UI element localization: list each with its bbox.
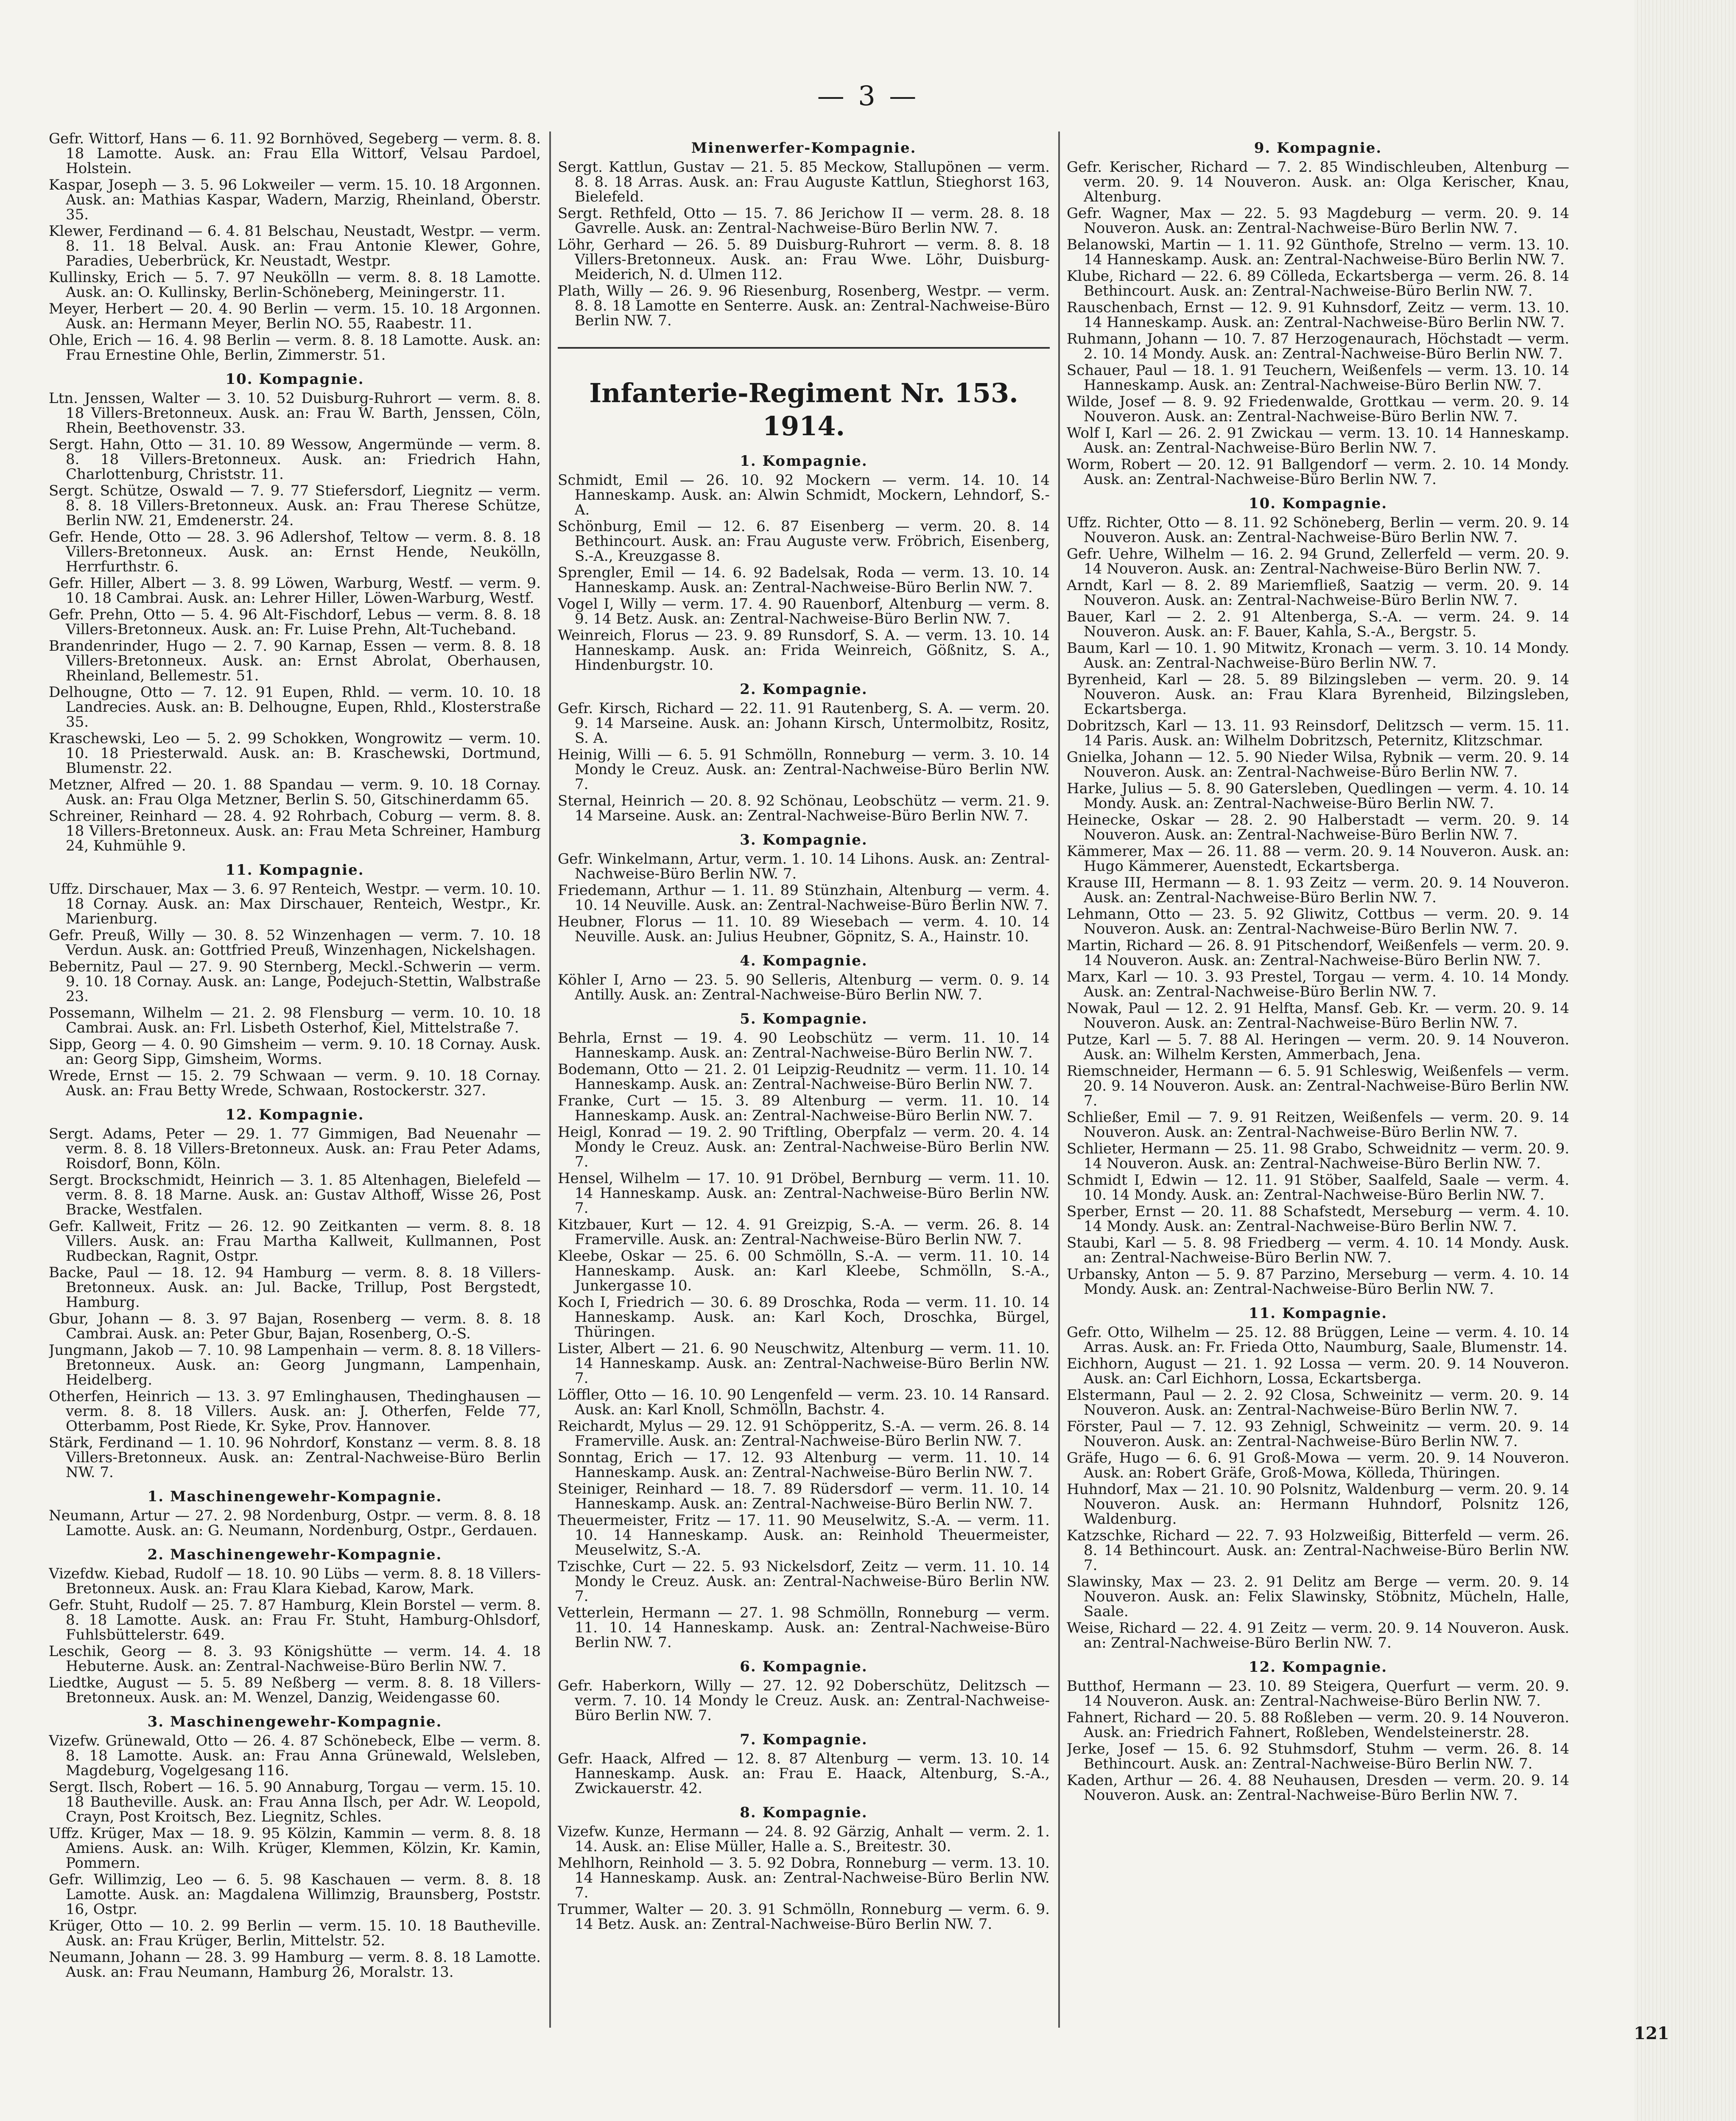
list-entry: Koch I, Friedrich — 30. 6. 89 Droschka, Roda — verm. 11. 10. 14 Hanneskamp. Ausk. an: Karl Koch, Droschka, Bürgel, Thüringen. bbox=[558, 1294, 1050, 1340]
list-entry: Rauschenbach, Ernst — 12. 9. 91 Kuhnsdorf, Zeitz — verm. 13. 10. 14 Hanneskamp. Ausk. an: Zentral-Nachweise-Büro Berlin NW. 7. bbox=[1067, 299, 1569, 331]
list-entry: Neumann, Artur — 27. 2. 98 Nordenburg, Ostpr. — verm. 8. 8. 18 Lamotte. Ausk. an: G. Neumann, Nordenburg, Ostpr., Gerdauen. bbox=[49, 1507, 541, 1539]
list-entry: Gefr. Uehre, Wilhelm — 16. 2. 94 Grund, Zellerfeld — verm. 20. 9. 14 Nouveron. Ausk. an: Zentral-Nachweise-Büro Berlin NW. 7. bbox=[1067, 546, 1569, 577]
list-entry: Delhougne, Otto — 7. 12. 91 Eupen, Rhld. — verm. 10. 10. 18 Landrecies. Ausk. an: B. Delhougne, Eupen, Rhld., Klosterstraße 35. bbox=[49, 684, 541, 730]
list-entry: Bebernitz, Paul — 27. 9. 90 Sternberg, Meckl.-Schwerin — verm. 9. 10. 18 Cornay. Ausk. an: Lange, Podejuch-Stettin, Walbstraße 23. bbox=[49, 958, 541, 1005]
list-entry: Löffler, Otto — 16. 10. 90 Lengenfeld — verm. 23. 10. 14 Ransard. Ausk. an: Karl Knoll, Schmölln, Bachstr. 4. bbox=[558, 1386, 1050, 1418]
list-entry: Ruhmann, Johann — 10. 7. 87 Herzogenaurach, Höchstadt — verm. 2. 10. 14 Mondy. Ausk. an: Zentral-Nachweise-Büro Berlin NW. 7. bbox=[1067, 330, 1569, 362]
list-entry: Vizefdw. Kiebad, Rudolf — 18. 10. 90 Lübs — verm. 8. 8. 18 Villers-Bretonneux. Ausk. an: Frau Klara Kiebad, Karow, Mark. bbox=[49, 1565, 541, 1597]
list-entry: Harke, Julius — 5. 8. 90 Gatersleben, Quedlingen — verm. 4. 10. 14 Mondy. Ausk. an: Zentral-Nachweise-Büro Berlin NW. 7. bbox=[1067, 780, 1569, 812]
company-heading: 9. Kompagnie. bbox=[1254, 140, 1382, 157]
list-entry: Arndt, Karl — 8. 2. 89 Mariemfließ, Saatzig — verm. 20. 9. 14 Nouveron. Ausk. an: Zentral-Nachweise-Büro Berlin NW. 7. bbox=[1067, 577, 1569, 609]
list-entry: Weise, Richard — 22. 4. 91 Zeitz — verm. 20. 9. 14 Nouveron. Ausk. an: Zentral-Nachweise-Büro Berlin NW. 7. bbox=[1067, 1620, 1569, 1651]
list-entry: Trummer, Walter — 20. 3. 91 Schmölln, Ronneburg — verm. 6. 9. 14 Betz. Ausk. an: Zentral-Nachweise-Büro Berlin NW. 7. bbox=[558, 1901, 1050, 1933]
list-entry: Heinig, Willi — 6. 5. 91 Schmölln, Ronneburg — verm. 3. 10. 14 Mondy le Creuz. Ausk. an: Zentral-Nachweise-Büro Berlin NW. 7. bbox=[558, 746, 1050, 793]
list-entry: Behrla, Ernst — 19. 4. 90 Leobschütz — verm. 11. 10. 14 Hanneskamp. Ausk. an: Zentral-Nachweise-Büro Berlin NW. 7. bbox=[558, 1030, 1050, 1061]
list-entry: Sergt. Adams, Peter — 29. 1. 77 Gimmigen, Bad Neuenahr — verm. 8. 8. 18 Villers-Bretonneux. Ausk. an: Frau Peter Adams, Roisdorf, Bonn, Köln. bbox=[49, 1125, 541, 1172]
company-heading: 5. Kompagnie. bbox=[740, 1010, 868, 1027]
column-right bbox=[1067, 132, 1569, 2121]
list-entry: Klewer, Ferdinand — 6. 4. 81 Belschau, Neustadt, Westpr. — verm. 8. 11. 18 Belval. Ausk. an: Frau Antonie Klewer, Gohre, Paradies, Ueberbrück, Kr. Neustadt, Westpr. bbox=[49, 223, 541, 269]
list-entry: Wrede, Ernst — 15. 2. 79 Schwaan — verm. 9. 10. 18 Cornay. Ausk. an: Frau Betty Wrede, Schwaan, Rostockerstr. 327. bbox=[49, 1067, 541, 1099]
company-heading: 8. Kompagnie. bbox=[740, 1804, 868, 1821]
list-entry: Bauer, Karl — 2. 2. 91 Altenberga, S.-A. — verm. 24. 9. 14 Nouveron. Ausk. an: F. Bauer, Kahla, S.-A., Bergstr. 5. bbox=[1067, 608, 1569, 640]
company-heading: 11. Kompagnie. bbox=[1248, 1305, 1388, 1322]
list-entry: Slawinsky, Max — 23. 2. 91 Delitz am Berge — verm. 20. 9. 14 Nouveron. Ausk. an: Felix Slawinsky, Stöbnitz, Mücheln, Halle, Saale. bbox=[1067, 1573, 1569, 1620]
list-entry: Sergt. Kattlun, Gustav — 21. 5. 85 Meckow, Stallupönen — verm. 8. 8. 18 Arras. Ausk. an: Frau Auguste Kattlun, Stieghorst 163, Bielefeld. bbox=[558, 159, 1050, 205]
column-left bbox=[49, 132, 541, 2121]
list-entry: Steiniger, Reinhard — 18. 7. 89 Rüdersdorf — verm. 11. 10. 14 Hanneskamp. Ausk. an: Zentral-Nachweise-Büro Berlin NW. 7. bbox=[558, 1480, 1050, 1512]
list-entry: Heubner, Florus — 11. 10. 89 Wiesebach — verm. 4. 10. 14 Neuville. Ausk. an: Julius Heubner, Göpnitz, S. A., Hainstr. 10. bbox=[558, 913, 1050, 945]
company-heading: 10. Kompagnie. bbox=[1248, 495, 1388, 512]
list-entry: Gefr. Kallweit, Fritz — 26. 12. 90 Zeitkanten — verm. 8. 8. 18 Villers. Ausk. an: Frau Martha Kallweit, Kullmannen, Post Rudbeckan, Ragnit, Ostpr. bbox=[49, 1218, 541, 1265]
list-entry: Leschik, Georg — 8. 3. 93 Königshütte — verm. 14. 4. 18 Hebuterne. Ausk. an: Zentral-Nachweise-Büro Berlin NW. 7. bbox=[49, 1643, 541, 1675]
list-entry: Friedemann, Arthur — 1. 11. 89 Stünzhain, Altenburg — verm. 4. 10. 14 Neuville. Ausk. an: Zentral-Nachweise-Büro Berlin NW. 7. bbox=[558, 882, 1050, 914]
list-entry: Gefr. Winkelmann, Artur, verm. 1. 10. 14 Lihons. Ausk. an: Zentral-Nachweise-Büro Berlin NW. 7. bbox=[558, 851, 1050, 882]
list-entry: Köhler I, Arno — 23. 5. 90 Selleris, Altenburg — verm. 0. 9. 14 Antilly. Ausk. an: Zentral-Nachweise-Büro Berlin NW. 7. bbox=[558, 971, 1050, 1003]
list-entry: Mehlhorn, Reinhold — 3. 5. 92 Dobra, Ronneburg — verm. 13. 10. 14 Hanneskamp. Ausk. an: Zentral-Nachweise-Büro Berlin NW. 7. bbox=[558, 1855, 1050, 1901]
list-entry: Heinecke, Oskar — 28. 2. 90 Halberstadt — verm. 20. 9. 14 Nouveron. Ausk. an: Zentral-Nachweise-Büro Berlin NW. 7. bbox=[1067, 811, 1569, 843]
list-entry: Uffz. Richter, Otto — 8. 11. 92 Schöneberg, Berlin — verm. 20. 9. 14 Nouveron. Ausk. an: Zentral-Nachweise-Büro Berlin NW. 7. bbox=[1067, 514, 1569, 546]
column-rule-right bbox=[1058, 132, 1060, 2028]
company-heading: 11. Kompagnie. bbox=[225, 862, 364, 879]
list-entry: Vizefw. Kunze, Hermann — 24. 8. 92 Gärzig, Anhalt — verm. 2. 1. 14. Ausk. an: Elise Müller, Halle a. S., Breitestr. 30. bbox=[558, 1823, 1050, 1855]
folio-number: 121 bbox=[1634, 2023, 1669, 2043]
company-heading: 12. Kompagnie. bbox=[1248, 1659, 1388, 1676]
list-entry: Gefr. Wagner, Max — 22. 5. 93 Magdeburg — verm. 20. 9. 14 Nouveron. Ausk. an: Zentral-Nachweise-Büro Berlin NW. 7. bbox=[1067, 205, 1569, 237]
company-heading: 12. Kompagnie. bbox=[225, 1106, 364, 1123]
list-entry: Byrenheid, Karl — 28. 5. 89 Bilzingsleben — verm. 20. 9. 14 Nouveron. Ausk. an: Frau Klara Byrenheid, Bilzingsleben, Eckartsberga. bbox=[1067, 671, 1569, 718]
list-entry: Gefr. Kirsch, Richard — 22. 11. 91 Rautenberg, S. A. — verm. 20. 9. 14 Marseine. Ausk. an: Johann Kirsch, Untermolbitz, Rositz, S. A. bbox=[558, 700, 1050, 747]
company-heading: 2. Maschinengewehr-Kompagnie. bbox=[147, 1546, 442, 1563]
list-entry: Huhndorf, Max — 21. 10. 90 Polsnitz, Waldenburg — verm. 20. 9. 14 Nouveron. Ausk. an: Hermann Huhndorf, Polsnitz 126, Waldenburg. bbox=[1067, 1481, 1569, 1528]
list-entry: Belanowski, Martin — 1. 11. 92 Günthofe, Strelno — verm. 13. 10. 14 Hanneskamp. Ausk. an: Zentral-Nachweise-Büro Berlin NW. 7. bbox=[1067, 236, 1569, 268]
list-entry: Sonntag, Erich — 17. 12. 93 Altenburg — verm. 11. 10. 14 Hanneskamp. Ausk. an: Zentral-Nachweise-Büro Berlin NW. 7. bbox=[558, 1449, 1050, 1481]
list-entry: Lehmann, Otto — 23. 5. 92 Gliwitz, Cottbus — verm. 20. 9. 14 Nouveron. Ausk. an: Zentral-Nachweise-Büro Berlin NW. 7. bbox=[1067, 906, 1569, 937]
list-entry: Franke, Curt — 15. 3. 89 Altenburg — verm. 11. 10. 14 Hanneskamp. Ausk. an: Zentral-Nachweise-Büro Berlin NW. 7. bbox=[558, 1092, 1050, 1124]
list-entry: Meyer, Herbert — 20. 4. 90 Berlin — verm. 15. 10. 18 Argonnen. Ausk. an: Hermann Meyer, Berlin NO. 55, Raabestr. 11. bbox=[49, 300, 541, 332]
company-heading: Minenwerfer-Kompagnie. bbox=[691, 140, 917, 157]
list-entry: Schönburg, Emil — 12. 6. 87 Eisenberg — verm. 20. 8. 14 Bethincourt. Ausk. an: Frau Auguste verw. Fröbrich, Eisenberg, S.-A., Kreuzgasse 8. bbox=[558, 518, 1050, 565]
list-entry: Theuermeister, Fritz — 17. 11. 90 Meuselwitz, S.-A. — verm. 11. 10. 14 Hanneskamp. Ausk. an: Reinhold Theuermeister, Meuselwitz, S.-A. bbox=[558, 1512, 1050, 1559]
list-entry: Gefr. Wittorf, Hans — 6. 11. 92 Bornhöved, Segeberg — verm. 8. 8. 18 Lamotte. Ausk. an: Frau Ella Wittorf, Velsau Pardoel, Holstein. bbox=[49, 132, 541, 177]
list-entry: Schmidt, Emil — 26. 10. 92 Mockern — verm. 14. 10. 14 Hanneskamp. Ausk. an: Alwin Schmidt, Mockern, Lehndorf, S.-A. bbox=[558, 472, 1050, 518]
list-entry: Butthof, Hermann — 23. 10. 89 Steigera, Querfurt — verm. 20. 9. 14 Nouveron. Ausk. an: Zentral-Nachweise-Büro Berlin NW. 7. bbox=[1067, 1678, 1569, 1710]
list-entry: Sergt. Brockschmidt, Heinrich — 3. 1. 85 Altenhagen, Bielefeld — verm. 8. 8. 18 Marne. Ausk. an: Gustav Althoff, Wisse 26, Post Bracke, Westfalen. bbox=[49, 1172, 541, 1218]
list-entry: Schließer, Emil — 7. 9. 91 Reitzen, Weißenfels — verm. 20. 9. 14 Nouveron. Ausk. an: Zentral-Nachweise-Büro Berlin NW. 7. bbox=[1067, 1109, 1569, 1141]
list-entry: Otherfen, Heinrich — 13. 3. 97 Emlinghausen, Thedinghausen — verm. 8. 8. 18 Villers. Ausk. an: J. Otherfen, Felde 77, Otterbamm, Post Riede, Kr. Syke, Prov. Hannover. bbox=[49, 1388, 541, 1435]
list-entry: Schreiner, Reinhard — 28. 4. 92 Rohrbach, Coburg — verm. 8. 8. 18 Villers-Bretonneux. Ausk. an: Frau Meta Schreiner, Hamburg 24, Kuhmühle 9. bbox=[49, 808, 541, 854]
company-heading: 3. Maschinengewehr-Kompagnie. bbox=[147, 1713, 442, 1730]
list-entry: Gefr. Hende, Otto — 28. 3. 96 Adlershof, Teltow — verm. 8. 8. 18 Villers-Bretonneux. Ausk. an: Ernst Hende, Neukölln, Herrfurthstr. 6. bbox=[49, 529, 541, 575]
list-entry: Vogel I, Willy — verm. 17. 4. 90 Rauenborf, Altenburg — verm. 8. 9. 14 Betz. Ausk. an: Zentral-Nachweise-Büro Berlin NW. 7. bbox=[558, 596, 1050, 627]
list-entry: Gbur, Johann — 8. 3. 97 Bajan, Rosenberg — verm. 8. 8. 18 Cambrai. Ausk. an: Peter Gbur, Bajan, Rosenberg, O.-S. bbox=[49, 1310, 541, 1342]
list-entry: Metzner, Alfred — 20. 1. 88 Spandau — verm. 9. 10. 18 Cornay. Ausk. an: Frau Olga Metzner, Berlin S. 50, Gitschinerdamm 65. bbox=[49, 776, 541, 808]
list-entry: Förster, Paul — 7. 12. 93 Zehnigl, Schweinitz — verm. 20. 9. 14 Nouveron. Ausk. an: Zentral-Nachweise-Büro Berlin NW. 7. bbox=[1067, 1418, 1569, 1450]
list-entry: Schmidt I, Edwin — 12. 11. 91 Stöber, Saalfeld, Saale — verm. 4. 10. 14 Mondy. Ausk. an: Zentral-Nachweise-Büro Berlin NW. 7. bbox=[1067, 1172, 1569, 1203]
list-entry: Backe, Paul — 18. 12. 94 Hamburg — verm. 8. 8. 18 Villers-Bretonneux. Ausk. an: Jul. Backe, Trillup, Post Bergstedt, Hamburg. bbox=[49, 1264, 541, 1311]
list-entry: Gefr. Stuht, Rudolf — 25. 7. 87 Hamburg, Klein Borstel — verm. 8. 8. 18 Lamotte. Ausk. an: Frau Fr. Stuht, Hamburg-Ohlsdorf, Fuhlsbüttelerstr. 649. bbox=[49, 1597, 541, 1643]
list-entry: Klube, Richard — 22. 6. 89 Cölleda, Eckartsberga — verm. 26. 8. 14 Bethincourt. Ausk. an: Zentral-Nachweise-Büro Berlin NW. 7. bbox=[1067, 268, 1569, 299]
list-entry: Worm, Robert — 20. 12. 91 Ballgendorf — verm. 2. 10. 14 Mondy. Ausk. an: Zentral-Nachweise-Büro Berlin NW. 7. bbox=[1067, 456, 1569, 488]
list-entry: Sergt. Rethfeld, Otto — 15. 7. 86 Jerichow II — verm. 28. 8. 18 Gavrelle. Ausk. an: Zentral-Nachweise-Büro Berlin NW. 7. bbox=[558, 205, 1050, 237]
list-entry: Sergt. Hahn, Otto — 31. 10. 89 Wessow, Angermünde — verm. 8. 8. 18 Villers-Bretonneux. Ausk. an: Friedrich Hahn, Charlottenburg, Christstr. 11. bbox=[49, 436, 541, 483]
list-entry: Gräfe, Hugo — 6. 6. 91 Groß-Mowa — verm. 20. 9. 14 Nouveron. Ausk. an: Robert Gräfe, Groß-Mowa, Kölleda, Thüringen. bbox=[1067, 1449, 1569, 1481]
list-entry: Heigl, Konrad — 19. 2. 90 Triftling, Oberpfalz — verm. 20. 4. 14 Mondy le Creuz. Ausk. an: Zentral-Nachweise-Büro Berlin NW. 7. bbox=[558, 1124, 1050, 1170]
list-entry: Löhr, Gerhard — 26. 5. 89 Duisburg-Ruhrort — verm. 8. 8. 18 Villers-Bretonneux. Ausk. an: Frau Wwe. Löhr, Duisburg-Meiderich, N. d. Ulmen 112. bbox=[558, 236, 1050, 283]
list-entry: Schlieter, Hermann — 25. 11. 98 Grabo, Schweidnitz — verm. 20. 9. 14 Nouveron. Ausk. an: Zentral-Nachweise-Büro Berlin NW. 7. bbox=[1067, 1140, 1569, 1172]
company-heading: 7. Kompagnie. bbox=[740, 1731, 868, 1748]
list-entry: Gefr. Haack, Alfred — 12. 8. 87 Altenburg — verm. 13. 10. 14 Hanneskamp. Ausk. an: Frau E. Haack, Altenburg, S.-A., Zwickauerstr. 42. bbox=[558, 1750, 1050, 1797]
list-entry: Staubi, Karl — 5. 8. 98 Friedberg — verm. 4. 10. 14 Mondy. Ausk. an: Zentral-Nachweise-Büro Berlin NW. 7. bbox=[1067, 1234, 1569, 1266]
company-heading: 10. Kompagnie. bbox=[225, 371, 364, 388]
list-entry: Krause III, Hermann — 8. 1. 93 Zeitz — verm. 20. 9. 14 Nouveron. Ausk. an: Zentral-Nachweise-Büro Berlin NW. 7. bbox=[1067, 874, 1569, 906]
list-entry: Schauer, Paul — 18. 1. 91 Teuchern, Weißenfels — verm. 13. 10. 14 Hanneskamp. Ausk. an: Zentral-Nachweise-Büro Berlin NW. 7. bbox=[1067, 362, 1569, 394]
list-entry: Kämmerer, Max — 26. 11. 88 — verm. 20. 9. 14 Nouveron. Ausk. an: Hugo Kämmerer, Auenstedt, Eckartsberga. bbox=[1067, 843, 1569, 875]
list-entry: Gefr. Prehn, Otto — 5. 4. 96 Alt-Fischdorf, Lebus — verm. 8. 8. 18 Villers-Bretonneux. Ausk. an: Fr. Luise Prehn, Alt-Tucheband. bbox=[49, 606, 541, 638]
company-heading: 6. Kompagnie. bbox=[740, 1658, 868, 1675]
list-entry: Wolf I, Karl — 26. 2. 91 Zwickau — verm. 13. 10. 14 Hanneskamp. Ausk. an: Zentral-Nachweise-Büro Berlin NW. 7. bbox=[1067, 425, 1569, 456]
scan-edge-texture bbox=[1634, 0, 1736, 2121]
list-entry: Nowak, Paul — 12. 2. 91 Helfta, Mansf. Geb. Kr. — verm. 20. 9. 14 Nouveron. Ausk. an: Zentral-Nachweise-Büro Berlin NW. 7. bbox=[1067, 1000, 1569, 1032]
list-entry: Gefr. Otto, Wilhelm — 25. 12. 88 Brüggen, Leine — verm. 4. 10. 14 Arras. Ausk. an: Fr. Frieda Otto, Naumburg, Saale, Blumenstr. 14. bbox=[1067, 1324, 1569, 1356]
regiment-title: Infanterie-Regiment Nr. 153. bbox=[589, 378, 1018, 409]
list-entry: Baum, Karl — 10. 1. 90 Mitwitz, Kronach — verm. 3. 10. 14 Mondy. Ausk. an: Zentral-Nachweise-Büro Berlin NW. 7. bbox=[1067, 640, 1569, 672]
column-middle bbox=[558, 132, 1050, 2121]
list-entry: Uffz. Krüger, Max — 18. 9. 95 Kölzin, Kammin — verm. 8. 8. 18 Amiens. Ausk. an: Wilh. Krüger, Klemmen, Kölzin, Kr. Kamin, Pommern. bbox=[49, 1825, 541, 1872]
list-entry: Kleebe, Oskar — 25. 6. 00 Schmölln, S.-A. — verm. 11. 10. 14 Hanneskamp. Ausk. an: Karl Kleebe, Schmölln, S.-A., Junkergasse 10. bbox=[558, 1248, 1050, 1294]
list-entry: Stärk, Ferdinand — 1. 10. 96 Nohrdorf, Konstanz — verm. 8. 8. 18 Villers-Bretonneux. Ausk. an: Zentral-Nachweise-Büro Berlin NW. 7. bbox=[49, 1434, 541, 1481]
list-entry: Urbansky, Anton — 5. 9. 87 Parzino, Merseburg — verm. 4. 10. 14 Mondy. Ausk. an: Zentral-Nachweise-Büro Berlin NW. 7. bbox=[1067, 1266, 1569, 1298]
list-entry: Neumann, Johann — 28. 3. 99 Hamburg — verm. 8. 8. 18 Lamotte. Ausk. an: Frau Neumann, Hamburg 26, Moralstr. 13. bbox=[49, 1949, 541, 1981]
list-entry: Kraschewski, Leo — 5. 2. 99 Schokken, Wongrowitz — verm. 10. 10. 18 Priesterwald. Ausk. an: B. Kraschewski, Dortmund, Blumenstr. 22. bbox=[49, 730, 541, 777]
list-entry: Krüger, Otto — 10. 2. 99 Berlin — verm. 15. 10. 18 Bautheville. Ausk. an: Frau Krüger, Berlin, Mittelstr. 52. bbox=[49, 1917, 541, 1949]
list-entry: Sipp, Georg — 4. 0. 90 Gimsheim — verm. 9. 10. 18 Cornay. Ausk. an: Georg Sipp, Gimsheim, Worms. bbox=[49, 1036, 541, 1068]
list-entry: Kitzbauer, Kurt — 12. 4. 91 Greizpig, S.-A. — verm. 26. 8. 14 Framerville. Ausk. an: Zentral-Nachweise-Büro Berlin NW. 7. bbox=[558, 1216, 1050, 1248]
page-number: — 3 — bbox=[817, 81, 919, 112]
list-entry: Gefr. Hiller, Albert — 3. 8. 99 Löwen, Warburg, Westf. — verm. 9. 10. 18 Cambrai. Ausk. an: Lehrer Hiller, Löwen-Warburg, Westf. bbox=[49, 575, 541, 607]
list-entry: Plath, Willy — 26. 9. 96 Riesenburg, Rosenberg, Westpr. — verm. 8. 8. 18 Lamotte en Senterre. Ausk. an: Zentral-Nachweise-Büro Berlin NW. 7. bbox=[558, 283, 1050, 329]
list-entry: Liedtke, August — 5. 5. 89 Neßberg — verm. 8. 8. 18 Villers-Bretonneux. Ausk. an: M. Wenzel, Danzig, Weidengasse 60. bbox=[49, 1674, 541, 1706]
list-entry: Marx, Karl — 10. 3. 93 Prestel, Torgau — verm. 4. 10. 14 Mondy. Ausk. an: Zentral-Nachweise-Büro Berlin NW. 7. bbox=[1067, 968, 1569, 1000]
list-entry: Gefr. Willimzig, Leo — 6. 5. 98 Kaschauen — verm. 8. 8. 18 Lamotte. Ausk. an: Magdalena Willimzig, Braunsberg, Poststr. 16, Ostpr. bbox=[49, 1871, 541, 1918]
list-entry: Kaspar, Joseph — 3. 5. 96 Lokweiler — verm. 15. 10. 18 Argonnen. Ausk. an: Mathias Kaspar, Wadern, Marzig, Rheinland, Oberstr. 35. bbox=[49, 176, 541, 223]
list-entry: Kullinsky, Erich — 5. 7. 97 Neukölln — verm. 8. 8. 18 Lamotte. Ausk. an: O. Kullinsky, Berlin-Schöneberg, Meiningerstr. 11. bbox=[49, 269, 541, 301]
list-entry: Sperber, Ernst — 20. 11. 88 Schafstedt, Merseburg — verm. 4. 10. 14 Mondy. Ausk. an: Zentral-Nachweise-Büro Berlin NW. 7. bbox=[1067, 1203, 1569, 1235]
list-entry: Riemschneider, Hermann — 6. 5. 91 Schleswig, Weißenfels — verm. 20. 9. 14 Nouveron. Ausk. an: Zentral-Nachweise-Büro Berlin NW. 7. bbox=[1067, 1063, 1569, 1109]
company-heading: 1. Kompagnie. bbox=[740, 453, 868, 470]
list-entry: Gefr. Haberkorn, Willy — 27. 12. 92 Doberschütz, Delitzsch — verm. 7. 10. 14 Mondy le Creuz. Ausk. an: Zentral-Nachweise-Büro Berlin NW. 7. bbox=[558, 1677, 1050, 1724]
list-entry: Ohle, Erich — 16. 4. 98 Berlin — verm. 8. 8. 18 Lamotte. Ausk. an: Frau Ernestine Ohle, Berlin, Zimmerstr. 51. bbox=[49, 332, 541, 364]
company-heading: 1. Maschinengewehr-Kompagnie. bbox=[147, 1488, 442, 1505]
list-entry: Sergt. Ilsch, Robert — 16. 5. 90 Annaburg, Torgau — verm. 15. 10. 18 Bautheville. Ausk. an: Frau Anna Ilsch, per Adr. W. Leopold, Crayn, Post Kroitsch, Bez. Liegnitz, Schles. bbox=[49, 1779, 541, 1825]
list-entry: Vetterlein, Hermann — 27. 1. 98 Schmölln, Ronneburg — verm. 11. 10. 14 Hanneskamp. Ausk. an: Zentral-Nachweise-Büro Berlin NW. 7. bbox=[558, 1604, 1050, 1651]
list-entry: Reichardt, Mylus — 29. 12. 91 Schöpperitz, S.-A. — verm. 26. 8. 14 Framerville. Ausk. an: Zentral-Nachweise-Büro Berlin NW. 7. bbox=[558, 1418, 1050, 1449]
list-entry: Martin, Richard — 26. 8. 91 Pitschendorf, Weißenfels — verm. 20. 9. 14 Nouveron. Ausk. an: Zentral-Nachweise-Büro Berlin NW. 7. bbox=[1067, 937, 1569, 969]
company-heading: 3. Kompagnie. bbox=[740, 831, 868, 848]
list-entry: Dobritzsch, Karl — 13. 11. 93 Reinsdorf, Delitzsch — verm. 15. 11. 14 Paris. Ausk. an: Wilhelm Dobritzsch, Peternitz, Klitzschmar. bbox=[1067, 717, 1569, 749]
list-entry: Eichhorn, August — 21. 1. 92 Lossa — verm. 20. 9. 14 Nouveron. Ausk. an: Carl Eichhorn, Lossa, Eckartsberga. bbox=[1067, 1355, 1569, 1387]
list-entry: Gnielka, Johann — 12. 5. 90 Nieder Wilsa, Rybnik — verm. 20. 9. 14 Nouveron. Ausk. an: Zentral-Nachweise-Büro Berlin NW. 7. bbox=[1067, 749, 1569, 781]
list-entry: Katzschke, Richard — 22. 7. 93 Holzweißig, Bitterfeld — verm. 26. 8. 14 Bethincourt. Ausk. an: Zentral-Nachweise-Büro Berlin NW. 7. bbox=[1067, 1527, 1569, 1574]
list-entry: Tzischke, Curt — 22. 5. 93 Nickelsdorf, Zeitz — verm. 11. 10. 14 Mondy le Creuz. Ausk. an: Zentral-Nachweise-Büro Berlin NW. 7. bbox=[558, 1558, 1050, 1605]
list-entry: Ltn. Jenssen, Walter — 3. 10. 52 Duisburg-Ruhrort — verm. 8. 8. 18 Villers-Bretonneux. Ausk. an: Frau W. Barth, Jenssen, Cöln, Rhein, Beethovenstr. 33. bbox=[49, 390, 541, 437]
list-entry: Elstermann, Paul — 2. 2. 92 Closa, Schweinitz — verm. 20. 9. 14 Nouveron. Ausk. an: Zentral-Nachweise-Büro Berlin NW. 7. bbox=[1067, 1387, 1569, 1419]
year-heading: 1914. bbox=[762, 411, 845, 442]
list-entry: Wilde, Josef — 8. 9. 92 Friedenwalde, Grottkau — verm. 20. 9. 14 Nouveron. Ausk. an: Zentral-Nachweise-Büro Berlin NW. 7. bbox=[1067, 393, 1569, 425]
list-entry: Gefr. Preuß, Willy — 30. 8. 52 Winzenhagen — verm. 7. 10. 18 Verdun. Ausk. an: Gottfried Preuß, Winzenhagen, Nickelshagen. bbox=[49, 927, 541, 959]
list-entry: Putze, Karl — 5. 7. 88 Al. Heringen — verm. 20. 9. 14 Nouveron. Ausk. an: Wilhelm Kersten, Ammerbach, Jena. bbox=[1067, 1031, 1569, 1063]
list-entry: Hensel, Wilhelm — 17. 10. 91 Dröbel, Bernburg — verm. 11. 10. 14 Hanneskamp. Ausk. an: Zentral-Nachweise-Büro Berlin NW. 7. bbox=[558, 1170, 1050, 1217]
list-entry: Possemann, Wilhelm — 21. 2. 98 Flensburg — verm. 10. 10. 18 Cambrai. Ausk. an: Frl. Lisbeth Osterhof, Kiel, Mittelstraße 7. bbox=[49, 1005, 541, 1036]
list-entry: Lister, Albert — 21. 6. 90 Neuschwitz, Altenburg — verm. 11. 10. 14 Hanneskamp. Ausk. an: Zentral-Nachweise-Büro Berlin NW. 7. bbox=[558, 1340, 1050, 1387]
list-entry: Jerke, Josef — 15. 6. 92 Stuhmsdorf, Stuhm — verm. 26. 8. 14 Bethincourt. Ausk. an: Zentral-Nachweise-Büro Berlin NW. 7. bbox=[1067, 1740, 1569, 1772]
list-entry: Sprengler, Emil — 14. 6. 92 Badelsak, Roda — verm. 13. 10. 14 Hanneskamp. Ausk. an: Zentral-Nachweise-Büro Berlin NW. 7. bbox=[558, 564, 1050, 596]
list-entry: Jungmann, Jakob — 7. 10. 98 Lampenhain — verm. 8. 8. 18 Villers-Bretonneux. Ausk. an: Georg Jungmann, Lampenhain, Heidelberg. bbox=[49, 1342, 541, 1388]
company-heading: 4. Kompagnie. bbox=[740, 952, 868, 969]
list-entry: Sternal, Heinrich — 20. 8. 92 Schönau, Leobschütz — verm. 21. 9. 14 Marseine. Ausk. an: Zentral-Nachweise-Büro Berlin NW. 7. bbox=[558, 792, 1050, 824]
list-entry: Weinreich, Florus — 23. 9. 89 Runsdorf, S. A. — verm. 13. 10. 14 Hanneskamp. Ausk. an: Frida Weinreich, Gößnitz, S. A., Hindenburgstr. 10. bbox=[558, 627, 1050, 674]
list-entry: Bodemann, Otto — 21. 2. 01 Leipzig-Reudnitz — verm. 11. 10. 14 Hanneskamp. Ausk. an: Zentral-Nachweise-Büro Berlin NW. 7. bbox=[558, 1061, 1050, 1093]
company-heading: 2. Kompagnie. bbox=[740, 681, 868, 698]
list-entry: Uffz. Dirschauer, Max — 3. 6. 97 Renteich, Westpr. — verm. 10. 10. 18 Cornay. Ausk. an: Max Dirschauer, Renteich, Westpr., Kr. Marienburg. bbox=[49, 881, 541, 927]
section-divider bbox=[558, 347, 1050, 349]
list-entry: Brandenrinder, Hugo — 2. 7. 90 Karnap, Essen — verm. 8. 8. 18 Villers-Bretonneux. Ausk. an: Ernst Abrolat, Oberhausen, Rheinland, Bellemestr. 51. bbox=[49, 638, 541, 684]
list-entry: Vizefw. Grünewald, Otto — 26. 4. 87 Schönebeck, Elbe — verm. 8. 8. 18 Lamotte. Ausk. an: Frau Anna Grünewald, Welsleben, Magdeburg, Vogelgesang 116. bbox=[49, 1732, 541, 1779]
column-rule-left bbox=[549, 132, 551, 2028]
list-entry: Fahnert, Richard — 20. 5. 88 Roßleben — verm. 20. 9. 14 Nouveron. Ausk. an: Friedrich Fahnert, Roßleben, Wendelsteinerstr. 28. bbox=[1067, 1709, 1569, 1741]
list-entry: Kaden, Arthur — 26. 4. 88 Neuhausen, Dresden — verm. 20. 9. 14 Nouveron. Ausk. an: Zentral-Nachweise-Büro Berlin NW. 7. bbox=[1067, 1772, 1569, 1804]
list-entry: Gefr. Kerischer, Richard — 7. 2. 85 Windischleuben, Altenburg — verm. 20. 9. 14 Nouveron. Ausk. an: Olga Kerischer, Knau, Altenburg. bbox=[1067, 159, 1569, 205]
list-entry: Sergt. Schütze, Oswald — 7. 9. 77 Stiefersdorf, Liegnitz — verm. 8. 8. 18 Villers-Bretonneux. Ausk. an: Frau Therese Schütze, Berlin NW. 21, Emdenerstr. 24. bbox=[49, 482, 541, 529]
